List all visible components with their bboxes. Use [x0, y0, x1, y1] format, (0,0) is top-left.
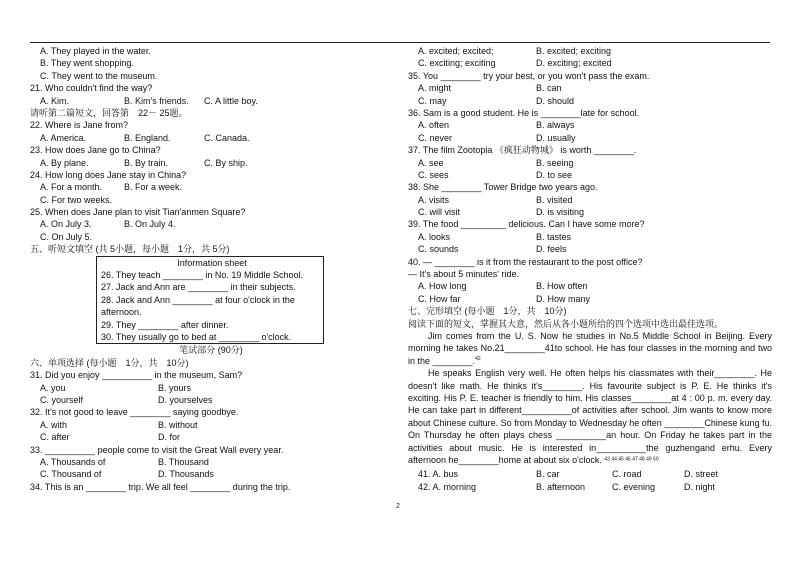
q22-option-b: B. England.: [124, 132, 171, 143]
q39-option-a: A. looks: [418, 231, 451, 242]
q36-options-row1: [408, 119, 772, 131]
q33-option-a: A. Thousands of: [40, 456, 106, 467]
q33-option-b: B. Thousand: [158, 456, 209, 467]
question-39: 39. The food _________ delicious. Can I have some more?: [408, 219, 645, 230]
q36-options-row2: [408, 132, 772, 144]
blank-44-number: 44: [611, 456, 617, 463]
q37-option-a: A. see: [418, 157, 444, 168]
question-32: 32. It's not good to leave ________ saying goodbye.: [30, 407, 239, 418]
q34-options-row1: [408, 45, 772, 57]
q35-option-b: B. can: [536, 83, 562, 94]
information-sheet: [96, 256, 324, 345]
q21-option-b: B. Kim's friends.: [124, 95, 189, 106]
q23-option-b: B. By train.: [124, 157, 169, 168]
q41-option-a: 41. A. bus: [418, 469, 459, 480]
q41-option-d: D. street: [684, 469, 719, 480]
q35-options-row2: [408, 95, 772, 107]
cloze-text-1: Jim comes from the U. S. Now he studies in No.5 Middle School in Beijing. Every morning he takes No.21________41to school. He has four classes in the morning and two in the ________.: [408, 330, 772, 366]
q42-option-c: C. evening: [612, 481, 656, 492]
q38-option-b: B. visited: [536, 194, 573, 205]
q38-options-row1: [408, 194, 772, 206]
q39-options-row2: [408, 243, 772, 255]
q25-option-b: B. On July 4.: [124, 219, 176, 230]
information-sheet-title: Information sheet: [177, 257, 247, 268]
q40-answer: — It's about 5 minutes' ride.: [408, 269, 519, 280]
question-31: 31. Did you enjoy __________ in the museum, Sam?: [30, 370, 243, 381]
q42-options: [408, 481, 772, 493]
q39-option-c: C. sounds: [418, 244, 459, 255]
blank-50-number: 50: [653, 456, 659, 463]
q37-option-b: B. seeing: [536, 157, 574, 168]
question-40: 40. — ________ is it from the restaurant to the post office?: [408, 256, 643, 267]
question-34: 34. This is an ________ trip. We all feel ________ during the trip.: [30, 481, 291, 492]
q36-option-a: A. often: [418, 120, 450, 131]
q20-option-c: C. They went to the museum.: [40, 70, 158, 81]
q37-options-row2: [408, 169, 772, 181]
q39-option-d: D. feels: [536, 244, 567, 255]
q31-option-c: C. yourself: [40, 394, 84, 405]
q35-option-c: C. may: [418, 95, 447, 106]
question-21: 21. Who couldn't find the way?: [30, 83, 153, 94]
q38-option-a: A. visits: [418, 194, 450, 205]
blank-45-number: 45: [618, 456, 624, 463]
info-line-28: 28. Jack and Ann ________ at four o'clock in the: [101, 294, 295, 305]
question-22: 22. Where is Jane from?: [30, 120, 129, 131]
q35-options-row1: [408, 82, 772, 94]
q38-option-d: D. is visiting: [536, 207, 585, 218]
q41-option-c: C. road: [612, 469, 642, 480]
info-line-29: 29. They ________ after dinner.: [101, 319, 229, 330]
blank-47-number: 47: [632, 456, 638, 463]
q21-option-c: C. A little boy.: [204, 95, 258, 106]
cloze-paragraph-2: [408, 367, 772, 468]
q32-option-c: C. after: [40, 432, 70, 443]
question-23: 23. How does Jane go to China?: [30, 145, 161, 156]
q31-options-row2: [30, 394, 392, 406]
q24-option-a: A. For a month.: [40, 182, 103, 193]
q25-option-a: A. On July 3.: [40, 219, 92, 230]
question-38: 38. She ________ Tower Bridge two years ago.: [408, 182, 598, 193]
cloze-text-2: He speaks English very well. He often helps his classmates with their________. He doesn't like math. He thinks it's________. His favourite subject is P. E. He thinks it's exciting. His P. E. teacher is friendly to him. His classes________at 4 : 00 p. m. every day. He can take part in different__________of activities after school. Jim wants to know more about Chinese culture. So from Monday to Wednesday he often ________Chinese kung fu. On Thursday he often plays chess __________an hour. On Friday he takes part in the activities about music. He is interested in__________the guzhengand erhu. Every afternoon he________home at about six o'clock.: [408, 368, 772, 466]
q21-options: [30, 95, 392, 107]
q37-option-c: C. sees: [418, 169, 449, 180]
q35-option-d: D. should: [536, 95, 575, 106]
q31-option-b: B. yours: [158, 382, 192, 393]
q36-option-c: C. never: [418, 132, 453, 143]
q40-options-row2: [408, 293, 772, 305]
q31-option-d: D. yourselves: [158, 394, 213, 405]
right-column: [408, 45, 772, 493]
q40-option-b: B. How often: [536, 281, 588, 292]
info-line-26: 26. They teach ________ in No. 19 Middle School.: [101, 270, 303, 281]
blank-48-number: 48: [639, 456, 645, 463]
q40-option-d: D. How many: [536, 293, 591, 304]
q38-options-row2: [408, 206, 772, 218]
cloze-paragraph-1: [408, 330, 772, 367]
q41-option-b: B. car: [536, 469, 560, 480]
question-25: 25. When does Jane plan to visit Tian'anmen Square?: [30, 207, 246, 218]
q34-option-a: A. excited; excited;: [418, 46, 494, 56]
q24-option-b: B. For a week.: [124, 182, 183, 193]
q35-option-a: A. might: [418, 83, 452, 94]
q23-options: [30, 157, 392, 169]
q23-option-a: A. By plane.: [40, 157, 89, 168]
q33-options-row2: [30, 468, 392, 480]
section7-instruction: 阅读下面的短文，掌握其大意，然后从各小题所给的四个选项中选出最佳选项。: [408, 318, 724, 329]
q34-option-b: B. excited; exciting: [536, 46, 612, 56]
q32-option-b: B. without: [158, 419, 198, 430]
q36-option-b: B. always: [536, 120, 575, 131]
question-36: 36. Sam is a good student. He is ________late for school.: [408, 107, 640, 118]
q40-option-a: A. How long: [418, 281, 467, 292]
q32-option-a: A. with: [40, 419, 68, 430]
q22-options: [30, 132, 392, 144]
blank-43-number: 43: [604, 456, 610, 463]
q32-option-d: D. for: [158, 432, 181, 443]
q33-option-d: D. Thousands: [158, 469, 214, 480]
left-column: [30, 45, 392, 493]
q42-option-d: D. night: [684, 481, 716, 492]
page-number: 2: [396, 503, 400, 510]
section7-heading: 七、完形填空 (每小题 1分，共 10分): [408, 306, 567, 317]
top-rule: [30, 42, 770, 43]
q39-options-row1: [408, 231, 772, 243]
q24-option-c: C. For two weeks.: [40, 194, 113, 205]
q42-option-b: B. afternoon: [536, 481, 586, 492]
blank-46-number: 46: [625, 456, 631, 463]
question-33: 33. __________ people come to visit the Great Wall every year.: [30, 444, 284, 455]
blank-numbers: [604, 456, 659, 465]
q37-option-d: D. to see: [536, 169, 573, 180]
q36-option-d: D. usually: [536, 132, 576, 143]
q33-options-row1: [30, 456, 392, 468]
question-35: 35. You ________ try your best, or you won't pass the exam.: [408, 70, 650, 81]
q39-option-b: B. tastes: [536, 231, 572, 242]
section6-heading: 六、单项选择 (每小题 1分，共 10分): [30, 357, 189, 368]
q31-options-row1: [30, 382, 392, 394]
q25-options: [30, 218, 392, 230]
blank-42-number: 42: [475, 355, 481, 362]
question-37: 37. The film Zootopia 《疯狂动物城》 is worth ________.: [408, 145, 637, 156]
q22-option-a: A. America.: [40, 132, 87, 143]
q34-option-c: C. exciting; exciting: [418, 58, 496, 69]
q22-option-c: C. Canada.: [204, 132, 250, 143]
q33-option-c: C. Thousand of: [40, 469, 102, 480]
section2-instruction: 请听第二篇短文，回答第 22－ 25题。: [30, 107, 188, 118]
info-line-30: 30. They usually go to bed at ________ o'clock.: [101, 331, 292, 342]
q21-option-a: A. Kim.: [40, 95, 70, 106]
info-line-28-cont: afternoon.: [101, 307, 142, 318]
q40-option-c: C. How far: [418, 293, 461, 304]
section5-heading: 五、听短文填空 (共 5小题，每小题 1分，共 5分): [30, 244, 230, 255]
q34-options-row2: [408, 57, 772, 69]
q23-option-c: C. By ship.: [204, 157, 248, 168]
q38-option-c: C. will visit: [418, 207, 460, 218]
q31-option-a: A. you: [40, 382, 66, 393]
question-24: 24. How long does Jane stay in China?: [30, 169, 187, 180]
q37-options-row1: [408, 157, 772, 169]
q41-options: [408, 468, 772, 480]
blank-49-number: 49: [646, 456, 652, 463]
q32-options-row1: [30, 419, 392, 431]
q24-options: [30, 181, 392, 193]
q40-options-row1: [408, 280, 772, 292]
q20-option-b: B. They went shopping.: [40, 58, 134, 69]
q34-option-d: D. exciting; excited: [536, 58, 612, 69]
q32-options-row2: [30, 431, 392, 443]
q25-option-c: C. On July 5.: [40, 231, 93, 242]
q42-option-a: 42. A. morning: [418, 481, 477, 492]
q20-option-a: A. They played in the water.: [40, 46, 151, 56]
info-line-27: 27. Jack and Ann are ________ in their subjects.: [101, 282, 296, 293]
written-part-heading: 笔试部分 (90分): [179, 345, 243, 356]
